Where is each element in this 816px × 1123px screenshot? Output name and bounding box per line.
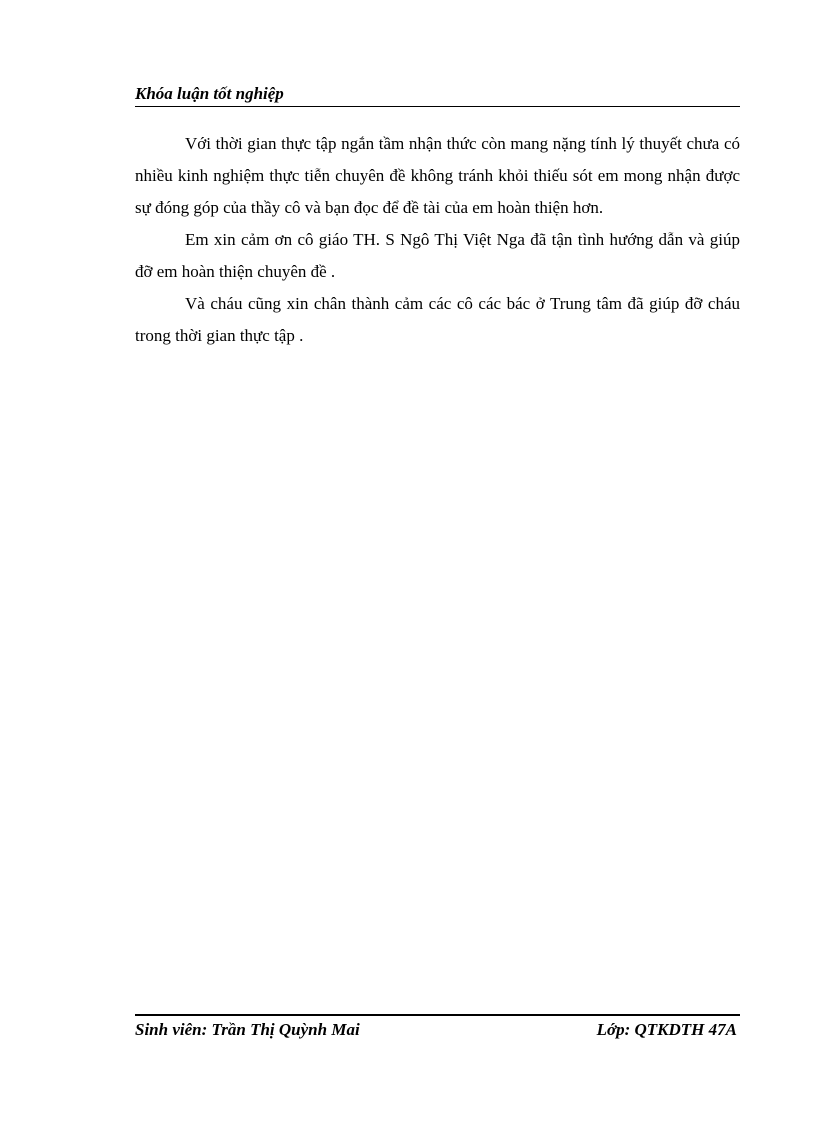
footer-student-name: Sinh viên: Trần Thị Quỳnh Mai xyxy=(135,1020,360,1039)
page-body xyxy=(135,128,740,352)
paragraph-3: Và cháu cũng xin chân thành cảm các cô các bác ở Trung tâm đã giúp đỡ cháu trong thời gian thực tập . xyxy=(135,294,740,345)
header-title: Khóa luận tốt nghiệp xyxy=(135,84,284,103)
footer-class: Lớp: QTKDTH 47A xyxy=(596,1020,737,1039)
page-footer xyxy=(135,1014,740,1044)
paragraph-2: Em xin cảm ơn cô giáo TH. S Ngô Thị Việt Nga đã tận tình hướng dẫn và giúp đỡ em hoàn thiện chuyên đề . xyxy=(135,230,740,281)
page-header xyxy=(135,84,740,107)
paragraph-1: Với thời gian thực tập ngắn tầm nhận thức còn mang nặng tính lý thuyết chưa có nhiều kinh nghiệm thực tiễn chuyên đề không tránh khỏi thiếu sót em mong nhận được sự đóng góp của thầy cô và bạn đọc để đề tài của em hoàn thiện hơn. xyxy=(135,134,740,217)
